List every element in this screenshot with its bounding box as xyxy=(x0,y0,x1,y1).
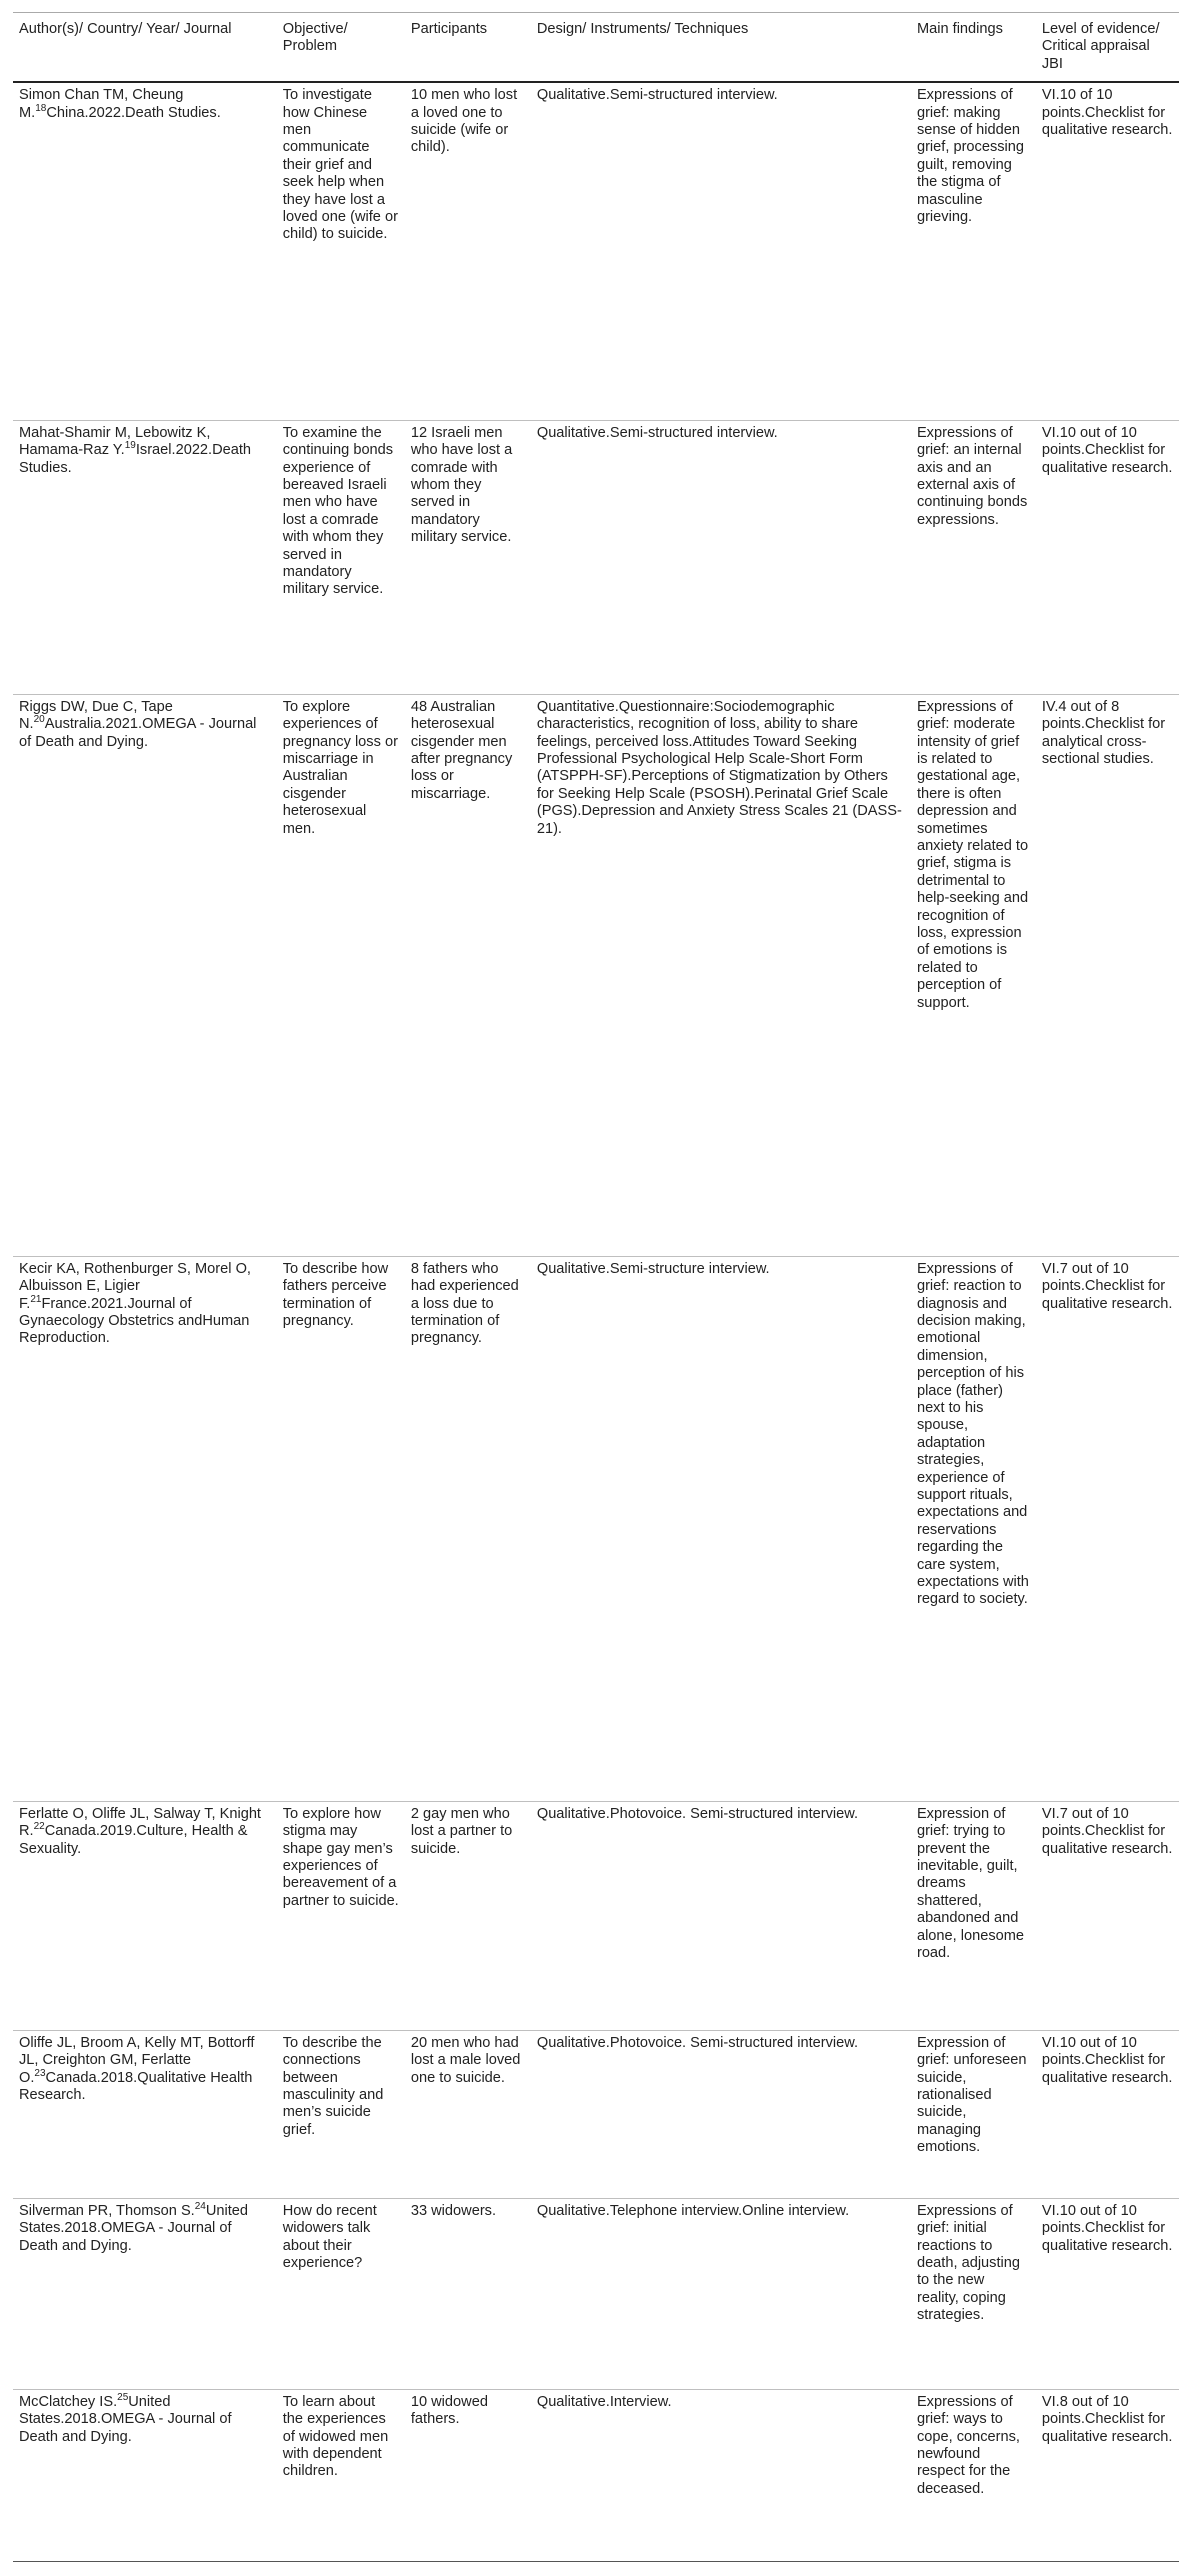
cell-design: Quantitative.Questionnaire:Sociodemographic characteristics, recognition of loss, ability to share feelings, perceived loss.Attitudes Toward Seeking Professional Psychological Help Scale-Short Form (ATSPPH-SF).Perceptions of Stigmatization by Others for Seeking Help Scale (PSOSH).Perinatal Grief Scale (PGS).Depression and Anxiety Stress Scales 21 (DASS-21). xyxy=(536,698,902,837)
cell-author: Ferlatte O, Oliffe JL, Salway T, Knight R.$^{22}$Canada.2019.Culture, Health & Sexuality. xyxy=(19,1805,261,1857)
header-design: Design/ Instruments/ Techniques xyxy=(531,13,911,83)
cell-evidence: VI.7 out of 10 points.Checklist for qualitative research. xyxy=(1041,1805,1173,1857)
cell-participants: 2 gay men who lost a partner to suicide. xyxy=(410,1805,513,1857)
cell-findings: Expressions of grief: initial reactions to death, adjusting to the new reality, coping strategies. xyxy=(916,2202,1021,2324)
cell-findings: Expressions of grief: an internal axis and an external axis of continuing bonds expressions. xyxy=(916,424,1028,528)
cell-findings: Expression of grief: unforeseen suicide, rationalised suicide, managing emotions. xyxy=(916,2034,1027,2156)
cell-participants: 48 Australian heterosexual cisgender men after pregnancy loss or miscarriage. xyxy=(410,698,513,802)
studies-table xyxy=(13,12,1179,2562)
cell-findings: Expressions of grief: making sense of hidden grief, processing guilt, removing the stigma of masculine grieving. xyxy=(916,87,1025,226)
header-author: Author(s)/ Country/ Year/ Journal xyxy=(13,13,277,83)
table-row xyxy=(13,1801,1179,2030)
header-evidence: Level of evidence/ Critical appraisal JBI xyxy=(1036,13,1179,83)
cell-author: Simon Chan TM, Cheung M.$^{18}$China.2022.Death Studies. xyxy=(19,87,221,121)
cell-evidence: VI.8 out of 10 points.Checklist for qualitative research. xyxy=(1041,2393,1173,2445)
cell-objective: To learn about the experiences of widowed men with dependent children. xyxy=(282,2393,389,2480)
cell-participants: 8 fathers who had experienced a loss due to termination of pregnancy. xyxy=(410,1260,519,1347)
cell-participants: 10 men who lost a loved one to suicide (wife or child). xyxy=(410,87,518,156)
cell-evidence: VI.10 of 10 points.Checklist for qualitative research. xyxy=(1041,87,1173,139)
cell-objective: How do recent widowers talk about their experience? xyxy=(282,2202,377,2271)
header-findings: Main findings xyxy=(911,13,1036,83)
cell-evidence: VI.10 out of 10 points.Checklist for qualitative research. xyxy=(1041,424,1173,476)
cell-findings: Expressions of grief: moderate intensity of grief is related to gestational age, there is often depression and sometimes anxiety related to grief, stigma is detrimental to help-seeking and recognition of loss, expression of emotions is related to perception of support. xyxy=(916,698,1029,1011)
cell-author: McClatchey IS.$^{25}$United States.2018.OMEGA - Journal of Death and Dying. xyxy=(19,2391,232,2445)
cell-design: Qualitative.Semi-structured interview. xyxy=(536,424,778,441)
cell-objective: To describe the connections between masculinity and men’s suicide grief. xyxy=(282,2034,384,2138)
cell-objective: To investigate how Chinese men communicate their grief and seek help when they have lost a loved one (wife or child) to suicide. xyxy=(282,87,398,243)
cell-design: Qualitative.Photovoice. Semi-structured interview. xyxy=(536,1805,859,1822)
cell-evidence: VI.10 out of 10 points.Checklist for qualitative research. xyxy=(1041,2034,1173,2086)
cell-author: Oliffe JL, Broom A, Kelly MT, Bottorff JL, Creighton GM, Ferlatte O.$^{23}$Canada.2018.Qualitative Health Research. xyxy=(19,2034,255,2103)
cell-design: Qualitative.Semi-structured interview. xyxy=(536,87,778,104)
table-row xyxy=(13,694,1179,1256)
cell-participants: 12 Israeli men who have lost a comrade with whom they served in mandatory military service. xyxy=(410,424,513,546)
cell-participants: 10 widowed fathers. xyxy=(410,2393,488,2428)
table-row xyxy=(13,2198,1179,2389)
table-row xyxy=(13,420,1179,694)
table-row xyxy=(13,2030,1179,2198)
cell-evidence: IV.4 out of 8 points.Checklist for analytical cross-sectional studies. xyxy=(1041,698,1166,767)
header-row xyxy=(13,13,1179,83)
cell-author: Silverman PR, Thomson S.$^{24}$United States.2018.OMEGA - Journal of Death and Dying. xyxy=(19,2200,249,2254)
cell-evidence: VI.7 out of 10 points.Checklist for qualitative research. xyxy=(1041,1260,1173,1312)
cell-participants: 20 men who had lost a male loved one to suicide. xyxy=(410,2034,521,2086)
cell-author: Kecir KA, Rothenburger S, Morel O, Albuisson E, Ligier F.$^{21}$France.2021.Journal of Gynaecology Obstetrics andHuman Reproduction. xyxy=(19,1260,251,1347)
table-header xyxy=(13,13,1179,83)
cell-author: Mahat-Shamir M, Lebowitz K, Hamama-Raz Y.$^{19}$Israel.2022.Death Studies. xyxy=(19,424,252,476)
cell-design: Qualitative.Telephone interview.Online interview. xyxy=(536,2202,850,2219)
cell-objective: To explore experiences of pregnancy loss or miscarriage in Australian cisgender heterosexual men. xyxy=(282,698,398,837)
cell-design: Qualitative.Semi-structure interview. xyxy=(536,1260,770,1277)
cell-findings: Expressions of grief: ways to cope, concerns, newfound respect for the deceased. xyxy=(916,2393,1020,2497)
cell-participants: 33 widowers. xyxy=(410,2202,497,2219)
cell-objective: To describe how fathers perceive termination of pregnancy. xyxy=(282,1260,389,1329)
cell-findings: Expression of grief: trying to prevent the inevitable, guilt, dreams shattered, abandoned and alone, lonesome road. xyxy=(916,1805,1025,1961)
cell-objective: To examine the continuing bonds experience of bereaved Israeli men who have lost a comrade with whom they served in mandatory military service. xyxy=(282,424,394,598)
table-row xyxy=(13,1256,1179,1801)
cell-findings: Expressions of grief: reaction to diagnosis and decision making, emotional dimension, perception of his place (father) next to his spouse, adaptation strategies, experience of support rituals, expectations and reservations regarding the care system, expectations with regard to society. xyxy=(916,1260,1029,1608)
cell-design: Qualitative.Interview. xyxy=(536,2393,672,2410)
header-participants: Participants xyxy=(405,13,531,83)
cell-objective: To explore how stigma may shape gay men’s experiences of bereavement of a partner to suicide. xyxy=(282,1805,399,1909)
table-row xyxy=(13,2389,1179,2561)
cell-design: Qualitative.Photovoice. Semi-structured interview. xyxy=(536,2034,859,2051)
header-objective: Objective/ Problem xyxy=(277,13,405,83)
table-row xyxy=(13,82,1179,420)
cell-evidence: VI.10 out of 10 points.Checklist for qualitative research. xyxy=(1041,2202,1173,2254)
cell-author: Riggs DW, Due C, Tape N.$^{20}$Australia.2021.OMEGA - Journal of Death and Dying. xyxy=(19,698,257,750)
